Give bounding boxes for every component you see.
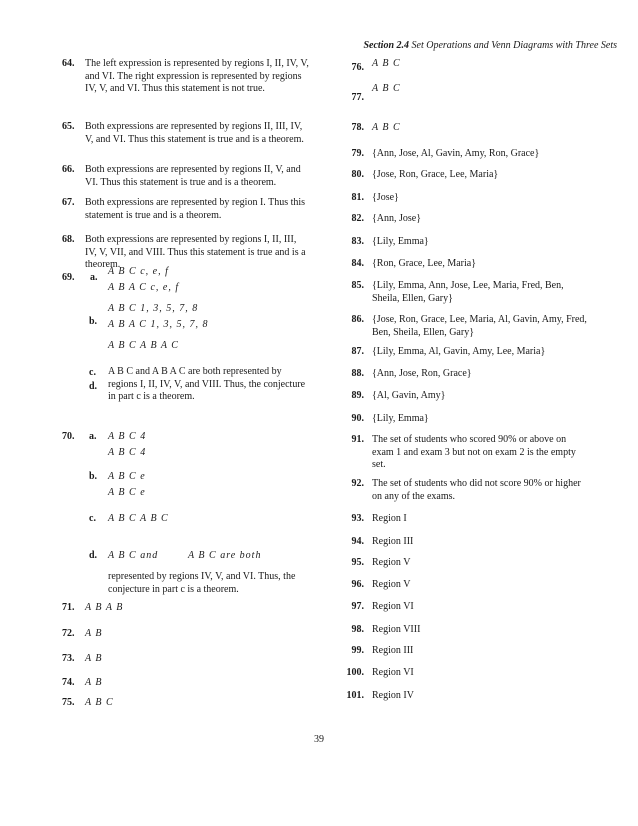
part-label-b: b. xyxy=(89,316,98,327)
answer-number: 73. xyxy=(62,653,75,664)
answer-text: Region I xyxy=(372,513,407,524)
answer-text: Both expressions are represented by regions I, II, III, IV, V, VII, and VIII. Thus this statement is true and is a theorem. xyxy=(85,234,306,270)
answer-text: {Lily, Emma} xyxy=(372,236,429,247)
answer-text: {Al, Gavin, Amy} xyxy=(372,390,446,401)
answer-text: Region III xyxy=(372,645,414,656)
answer-number: 90. xyxy=(351,413,364,424)
math-line: A B C A B A C xyxy=(108,340,179,351)
answer-text: Region V xyxy=(372,579,411,590)
answer-text: {Ann, Jose, Al, Gavin, Amy, Ron, Grace} xyxy=(372,148,540,159)
math-line: A B C A B C xyxy=(108,513,169,524)
answer-text: Region VI xyxy=(372,667,414,678)
answer-number: 77. xyxy=(351,92,364,103)
math-line: A B C c, e, f xyxy=(108,266,169,277)
answer-text: A B C xyxy=(372,58,401,69)
part-label-a: a. xyxy=(89,431,97,442)
page-number: 39 xyxy=(314,734,324,745)
answer-number: 84. xyxy=(351,258,364,269)
answer-number: 101. xyxy=(346,690,364,701)
answer-number: 71. xyxy=(62,602,75,613)
answer-number: 100. xyxy=(346,667,364,678)
math-line: A B C and A B A C are both represented by regions I, II, IV, V, and VIII. Thus, the conjecture in part c is a theorem. xyxy=(108,366,306,402)
answer-text: {Jose, Ron, Grace, Lee, Maria, Al, Gavin, Amy, Fred, Ben, Sheila, Ellen, Gary} xyxy=(372,314,587,338)
answer-text: Region VI xyxy=(372,601,414,612)
answer-number: 74. xyxy=(62,677,75,688)
answer-text: Both expressions are represented by region I. Thus this statement is true and is a theorem. xyxy=(85,197,306,221)
answer-text: Both expressions are represented by regions II, III, IV, V, and VI. Thus this statement is true and is a theorem. xyxy=(85,121,304,145)
part-label-d: d. xyxy=(89,381,98,392)
answer-text: The left expression is represented by regions I, II, IV, V, and VI. The right expression is represented by regions IV, V, and VI. Thus this statement is not true. xyxy=(85,58,309,94)
answer-number: 76. xyxy=(351,62,364,73)
answer-number: 83. xyxy=(351,236,364,247)
math-line: A B C 4 xyxy=(108,447,147,458)
answer-number: 91. xyxy=(351,434,364,445)
answer-number: 98. xyxy=(351,624,364,635)
answer-text: A B xyxy=(85,628,103,639)
answer-text: Region VIII xyxy=(372,624,421,635)
answer-text: {Jose, Ron, Grace, Lee, Maria} xyxy=(372,169,499,180)
math-line: A B C 4 xyxy=(108,431,147,442)
answer-number: 68. xyxy=(62,234,75,245)
answer-number: 80. xyxy=(351,169,364,180)
answer-text: A B A B xyxy=(85,602,124,613)
answer-text: A B C xyxy=(372,83,401,94)
answer-text: Region III xyxy=(372,536,414,547)
section-label: Section 2.4 xyxy=(363,40,410,51)
math-line: A B C are both xyxy=(188,550,262,561)
answer-number: 66. xyxy=(62,164,75,175)
part-label-a: a. xyxy=(90,272,98,283)
answer-number: 97. xyxy=(351,601,364,612)
running-header xyxy=(363,40,617,51)
answer-number: 94. xyxy=(351,536,364,547)
answer-number: 82. xyxy=(351,213,364,224)
answer-number: 87. xyxy=(351,346,364,357)
answer-number: 72. xyxy=(62,628,75,639)
answer-number: 95. xyxy=(351,557,364,568)
answer-number: 79. xyxy=(351,148,364,159)
answer-number: 65. xyxy=(62,121,75,132)
answer-69 xyxy=(62,266,310,440)
answer-text: A B xyxy=(85,677,103,688)
answer-number: 64. xyxy=(62,58,75,69)
answer-text: represented by regions IV, V, and VI. Thus, the conjecture in part c is a theorem. xyxy=(108,571,296,595)
answer-text: A B C xyxy=(372,122,401,133)
answer-number: 78. xyxy=(351,122,364,133)
math-line: A B C e xyxy=(108,471,146,482)
part-label-c: c. xyxy=(89,367,96,378)
section-title: Set Operations and Venn Diagrams with Three Sets xyxy=(411,40,617,51)
answer-number: 75. xyxy=(62,697,75,708)
answer-text: A B xyxy=(85,653,103,664)
answer-number: 88. xyxy=(351,368,364,379)
answer-text: The set of students who did not score 90% or higher on any of the exams. xyxy=(372,478,581,502)
math-line: A B C and xyxy=(108,550,159,561)
answer-text: Region IV xyxy=(372,690,414,701)
answer-text: {Ron, Grace, Lee, Maria} xyxy=(372,258,476,269)
answer-number: 85. xyxy=(351,280,364,291)
answer-text: {Lily, Emma, Al, Gavin, Amy, Lee, Maria} xyxy=(372,346,546,357)
answer-number: 81. xyxy=(351,192,364,203)
math-line: A B A C 1, 3, 5, 7, 8 xyxy=(108,319,209,330)
answer-number: 70. xyxy=(62,431,75,442)
answer-number: 67. xyxy=(62,197,75,208)
part-label-d: d. xyxy=(89,550,98,561)
answer-number: 69. xyxy=(62,272,75,283)
math-line: A B C 1, 3, 5, 7, 8 xyxy=(108,303,199,314)
math-line: A B A C c, e, f xyxy=(108,282,180,293)
part-label-c: c. xyxy=(89,513,96,524)
answer-text: {Lily, Emma} xyxy=(372,413,429,424)
answer-text: {Ann, Jose} xyxy=(372,213,422,224)
answer-text: Region V xyxy=(372,557,411,568)
math-line: A B C e xyxy=(108,487,146,498)
part-label-b: b. xyxy=(89,471,98,482)
answer-text: Both expressions are represented by regions II, V, and VI. Thus this statement is true and is a theorem. xyxy=(85,164,301,188)
answer-text: The set of students who scored 90% or above on exam 1 and exam 3 but not on exam 2 is the empty set. xyxy=(372,434,576,470)
answer-number: 89. xyxy=(351,390,364,401)
answer-text: A B C xyxy=(85,697,114,708)
answer-number: 93. xyxy=(351,513,364,524)
answer-text: {Lily, Emma, Ann, Jose, Lee, Maria, Fred, Ben, Sheila, Ellen, Gary} xyxy=(372,280,564,304)
answer-number: 99. xyxy=(351,645,364,656)
answer-number: 86. xyxy=(351,314,364,325)
answer-text: {Jose} xyxy=(372,192,399,203)
answer-text: {Ann, Jose, Ron, Grace} xyxy=(372,368,472,379)
answer-number: 92. xyxy=(351,478,364,489)
answer-number: 96. xyxy=(351,579,364,590)
